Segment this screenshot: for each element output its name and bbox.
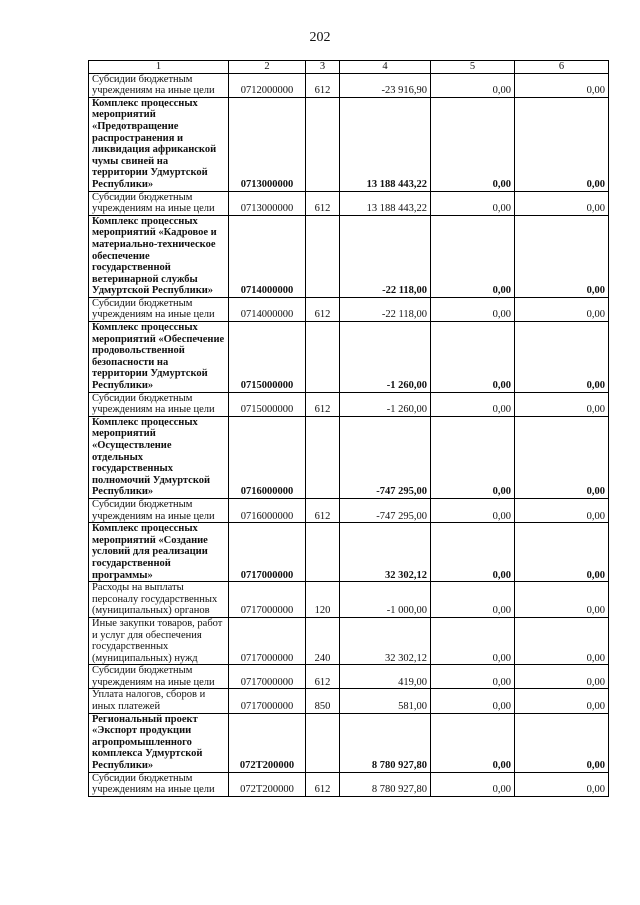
row-value-col4: 419,00 xyxy=(340,665,431,689)
row-value-col6: 0,00 xyxy=(515,215,609,297)
table-row xyxy=(89,523,609,582)
row-code-cell: 072Т200000 xyxy=(229,713,306,772)
table-row xyxy=(89,191,609,215)
row-code-cell: 0717000000 xyxy=(229,689,306,713)
table-row xyxy=(89,392,609,416)
row-value-col4: -747 295,00 xyxy=(340,498,431,522)
row-name-cell: Субсидии бюджетным учреждениям на иные цели xyxy=(89,392,229,416)
row-value-col6: 0,00 xyxy=(515,617,609,664)
row-value-col5: 0,00 xyxy=(431,617,515,664)
row-name-cell: Иные закупки товаров, работ и услуг для обеспечения государственных (муниципальных) нужд xyxy=(89,617,229,664)
row-value-col4: -23 916,90 xyxy=(340,73,431,97)
row-code-cell: 0717000000 xyxy=(229,523,306,582)
row-name-cell: Комплекс процессных мероприятий «Кадровое и материально-техническое обеспечение государственной ветеринарной службы Удмуртской Республики» xyxy=(89,215,229,297)
row-code-cell: 0714000000 xyxy=(229,215,306,297)
page-number: 202 xyxy=(309,30,331,45)
row-code-cell: 0717000000 xyxy=(229,582,306,618)
row-type-cell: 240 xyxy=(306,617,340,664)
row-code-cell: 0715000000 xyxy=(229,392,306,416)
row-value-col4: 8 780 927,80 xyxy=(340,713,431,772)
row-value-col4: 13 188 443,22 xyxy=(340,97,431,191)
row-name-cell: Уплата налогов, сборов и иных платежей xyxy=(89,689,229,713)
row-type-cell: 612 xyxy=(306,191,340,215)
row-value-col5: 0,00 xyxy=(431,297,515,321)
row-type-cell xyxy=(306,215,340,297)
row-value-col4: 13 188 443,22 xyxy=(340,191,431,215)
row-code-cell: 0713000000 xyxy=(229,97,306,191)
row-code-cell: 0717000000 xyxy=(229,665,306,689)
row-value-col5: 0,00 xyxy=(431,97,515,191)
row-type-cell xyxy=(306,97,340,191)
table-row xyxy=(89,322,609,393)
budget-table xyxy=(88,60,609,797)
row-value-col5: 0,00 xyxy=(431,582,515,618)
row-value-col6: 0,00 xyxy=(515,97,609,191)
row-value-col5: 0,00 xyxy=(431,392,515,416)
table-row xyxy=(89,73,609,97)
row-name-cell: Субсидии бюджетным учреждениям на иные цели xyxy=(89,772,229,796)
row-type-cell xyxy=(306,523,340,582)
row-value-col5: 0,00 xyxy=(431,191,515,215)
row-value-col6: 0,00 xyxy=(515,416,609,498)
row-value-col5: 0,00 xyxy=(431,498,515,522)
row-value-col4: -1 000,00 xyxy=(340,582,431,618)
row-value-col5: 0,00 xyxy=(431,772,515,796)
row-name-cell: Расходы на выплаты персоналу государственных (муниципальных) органов xyxy=(89,582,229,618)
row-name-cell: Субсидии бюджетным учреждениям на иные цели xyxy=(89,665,229,689)
row-name-cell: Комплекс процессных мероприятий «Предотвращение распространения и ликвидация африканской чумы свиней на территории Удмуртской Республики» xyxy=(89,97,229,191)
row-value-col5: 0,00 xyxy=(431,523,515,582)
row-name-cell: Субсидии бюджетным учреждениям на иные цели xyxy=(89,498,229,522)
column-header-3: 3 xyxy=(306,61,340,74)
table-row xyxy=(89,665,609,689)
column-header-4: 4 xyxy=(340,61,431,74)
row-value-col5: 0,00 xyxy=(431,689,515,713)
row-value-col6: 0,00 xyxy=(515,498,609,522)
column-header-1: 1 xyxy=(89,61,229,74)
table-row xyxy=(89,617,609,664)
row-type-cell: 612 xyxy=(306,392,340,416)
row-value-col4: 581,00 xyxy=(340,689,431,713)
row-type-cell: 612 xyxy=(306,297,340,321)
row-value-col6: 0,00 xyxy=(515,523,609,582)
row-code-cell: 0712000000 xyxy=(229,73,306,97)
row-name-cell: Региональный проект «Экспорт продукции агропромышленного комплекса Удмуртской Республики» xyxy=(89,713,229,772)
row-type-cell: 612 xyxy=(306,498,340,522)
row-type-cell: 850 xyxy=(306,689,340,713)
column-header-6: 6 xyxy=(515,61,609,74)
row-value-col5: 0,00 xyxy=(431,416,515,498)
row-value-col6: 0,00 xyxy=(515,772,609,796)
row-value-col4: -747 295,00 xyxy=(340,416,431,498)
column-header-2: 2 xyxy=(229,61,306,74)
row-value-col4: -22 118,00 xyxy=(340,215,431,297)
row-value-col6: 0,00 xyxy=(515,665,609,689)
row-value-col4: 32 302,12 xyxy=(340,523,431,582)
row-type-cell xyxy=(306,322,340,393)
row-name-cell: Субсидии бюджетным учреждениям на иные цели xyxy=(89,297,229,321)
table-row xyxy=(89,713,609,772)
row-value-col4: 8 780 927,80 xyxy=(340,772,431,796)
row-value-col5: 0,00 xyxy=(431,73,515,97)
row-value-col5: 0,00 xyxy=(431,215,515,297)
row-value-col6: 0,00 xyxy=(515,392,609,416)
row-name-cell: Комплекс процессных мероприятий «Обеспечение продовольственной безопасности на территории Удмуртской Республики» xyxy=(89,322,229,393)
table-row xyxy=(89,97,609,191)
row-code-cell: 0713000000 xyxy=(229,191,306,215)
row-value-col6: 0,00 xyxy=(515,713,609,772)
row-code-cell: 0714000000 xyxy=(229,297,306,321)
row-type-cell: 612 xyxy=(306,665,340,689)
row-type-cell xyxy=(306,713,340,772)
row-value-col4: -1 260,00 xyxy=(340,322,431,393)
row-value-col6: 0,00 xyxy=(515,73,609,97)
row-type-cell: 612 xyxy=(306,772,340,796)
row-type-cell: 612 xyxy=(306,73,340,97)
row-code-cell: 0715000000 xyxy=(229,322,306,393)
row-code-cell: 072Т200000 xyxy=(229,772,306,796)
row-type-cell xyxy=(306,416,340,498)
row-name-cell: Субсидии бюджетным учреждениям на иные цели xyxy=(89,191,229,215)
row-code-cell: 0716000000 xyxy=(229,498,306,522)
table-row xyxy=(89,582,609,618)
row-value-col4: -22 118,00 xyxy=(340,297,431,321)
column-header-5: 5 xyxy=(431,61,515,74)
row-code-cell: 0717000000 xyxy=(229,617,306,664)
table-row xyxy=(89,416,609,498)
row-value-col6: 0,00 xyxy=(515,582,609,618)
row-value-col6: 0,00 xyxy=(515,297,609,321)
row-type-cell: 120 xyxy=(306,582,340,618)
table-row xyxy=(89,772,609,796)
table-row xyxy=(89,498,609,522)
table-header-row xyxy=(89,61,609,74)
row-value-col6: 0,00 xyxy=(515,689,609,713)
row-name-cell: Комплекс процессных мероприятий «Осуществление отдельных государственных полномочий Удмуртской Республики» xyxy=(89,416,229,498)
row-value-col5: 0,00 xyxy=(431,713,515,772)
row-name-cell: Субсидии бюджетным учреждениям на иные цели xyxy=(89,73,229,97)
table-row xyxy=(89,689,609,713)
table-row xyxy=(89,215,609,297)
row-code-cell: 0716000000 xyxy=(229,416,306,498)
table-row xyxy=(89,297,609,321)
row-value-col5: 0,00 xyxy=(431,665,515,689)
row-value-col6: 0,00 xyxy=(515,322,609,393)
row-name-cell: Комплекс процессных мероприятий «Создание условий для реализации государственной программы» xyxy=(89,523,229,582)
row-value-col6: 0,00 xyxy=(515,191,609,215)
row-value-col4: -1 260,00 xyxy=(340,392,431,416)
row-value-col4: 32 302,12 xyxy=(340,617,431,664)
row-value-col5: 0,00 xyxy=(431,322,515,393)
